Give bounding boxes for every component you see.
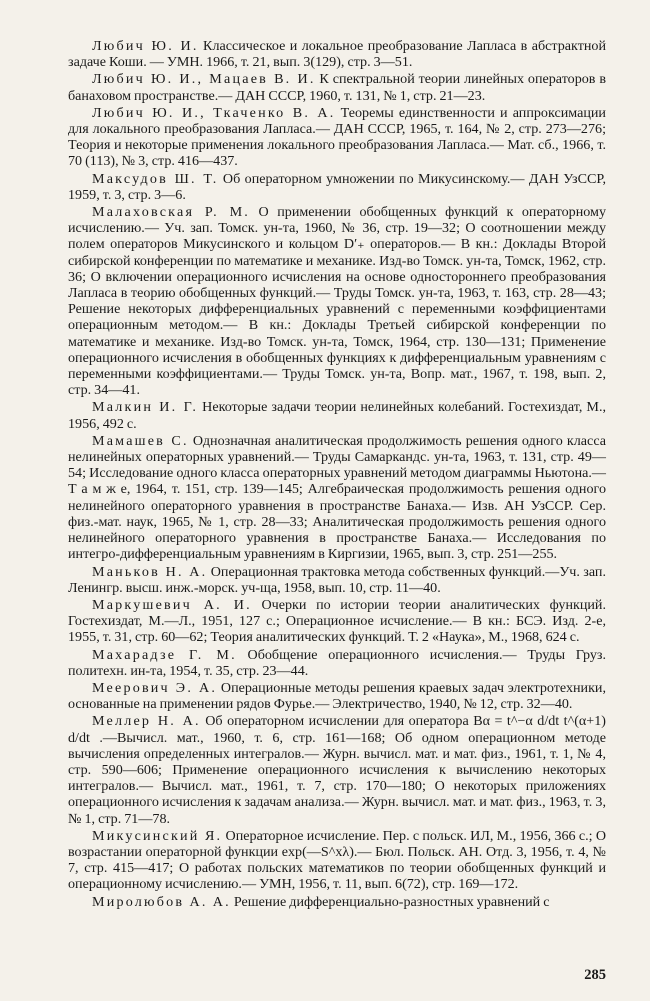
entry-text: Об операторном умножении по Микусинскому.— ДАН УзССР, 1959, т. 3, стр. 3—6. — [68, 170, 606, 203]
bibliography-entry — [68, 204, 606, 398]
entry-author: Маркушевич А. И. — [92, 596, 252, 613]
entry-author: Любич Ю. И., Ткаченко В. А. — [92, 104, 336, 121]
entry-author: Меллер Н. А. — [92, 713, 201, 730]
entry-author: Максудов Ш. Т. — [92, 170, 219, 187]
entry-author: Мамашев С. — [92, 432, 189, 449]
bibliography-list — [68, 38, 606, 910]
entry-author: Любич Ю. И. — [92, 38, 199, 54]
bibliography-entry — [68, 564, 606, 596]
entry-author: Малаховская Р. М. — [92, 204, 251, 221]
bibliography-entry — [68, 713, 606, 826]
entry-text: Об операторном исчислении для оператора Bα = t^−α d/dt t^(α+1) d/dt .—Вычисл. мат., 1960, т. 6, стр. 161—168; Об одном операционном методе вычисления определенных интегралов.— Журн. вычисл. мат. и мат. физ., 1961, т. 1, № 4, стр. 590—606; Применение операционного исчисления к вычислению некоторых интегралов.— Вычисл. мат., 1961, т. 7, стр. 170—180; О некоторых приложениях операционного исчисления к задачам анализа.— Журн. вычисл. мат. и мат. физ., 1963, т. 3, № 1, стр. 71—78. — [68, 713, 606, 827]
entry-author: Меерович Э. А. — [92, 679, 218, 696]
entry-author: Малкин И. Г. — [92, 399, 199, 416]
bibliography-entry — [68, 399, 606, 431]
entry-text: Некоторые задачи теории нелинейных колебаний. Гостехиздат, М., 1956, 492 с. — [68, 399, 606, 432]
bibliography-entry — [68, 105, 606, 170]
entry-text: Операционные методы решения краевых задач электротехники, основанные на применении рядов Фурье.— Электричество, 1940, № 12, стр. 32—40. — [68, 679, 606, 713]
bibliography-entry — [68, 38, 606, 70]
entry-text: Классическое и локальное преобразование Лапласа в абстрактной задаче Коши. — УМН. 1966, т. 21, вып. 3(129), стр. 3—51. — [68, 38, 606, 71]
entry-text: Обобщение операционного исчисления.— Труды Груз. политехн. ин-та, 1954, т. 35, стр. 23—44. — [68, 646, 606, 679]
entry-text: Операторное исчисление. Пер. с польск. ИЛ, М., 1956, 366 с.; О возрастании операторной функции exp(—S^xλ).— Бюл. Польск. АН. Отд. 3, 1956, т. 4, № 7, стр. 415—417; О работах польских математиков по теории обобщенных функций и операционному исчислению.— УМН, 1956, т. 11, вып. 6(72), стр. 169—172. — [68, 827, 606, 893]
page-number: 285 — [584, 967, 606, 983]
bibliography-entry — [68, 647, 606, 679]
entry-text: Однозначная аналитическая продолжимость решения одного класса нелинейных операторных уравнений.— Труды Самаркандс. ун-та, 1963, т. 131, стр. 49—54; Исследование одного класса операторных уравнений методом диаграммы Ньютона.— Т а м ж е, 1964, т. 151, стр. 139—145; Алгебраическая продолжимость решения одного нелинейного операторного уравнения в пространстве Банаха.— Изв. АН УзССР. Сер. физ.-мат. наук, 1965, № 1, стр. 28—33; Аналитическая продолжимость решения одного нелинейного операторного уравнения в пространстве Банаха.— Исследования по интегро-дифференциальным уравнениям в Киргизии, 1965, вып. 3, стр. 251—255. — [68, 432, 606, 563]
entry-text: Операционная трактовка метода собственных функций.—Уч. зап. Ленингр. высш. инж.-морск. уч-ща, 1958, вып. 10, стр. 11—40. — [68, 563, 606, 596]
bibliography-entry — [68, 597, 606, 646]
entry-author: Любич Ю. И., Мацаев В. И. — [92, 71, 316, 88]
bibliography-entry — [68, 171, 606, 203]
entry-author: Миролюбов А. А. — [92, 893, 231, 910]
entry-author: Махарадзе Г. М. — [92, 646, 237, 663]
bibliography-entry — [68, 680, 606, 712]
entry-text: О применении обобщенных функций к операторному исчислению.— Уч. зап. Томск. ун-та, 1960, № 36, стр. 19—32; О соотношении между полем операторов Микусинского и кольцом D′₊ операторов.— В кн.: Доклады Второй сибирской конференции по математике и механике. Изд-во Томск. ун-та, Томск, 1962, стр. 36; О включении операционного исчисления на основе одностороннего преобразования Лапласа в теорию обобщенных функций.— Труды Томск. ун-та, 1963, т. 163, стр. 28—43; Решение некоторых дифференциальных уравнений с переменными коэффициентами операционным методом.— В кн.: Доклады Третьей сибирской конференции по математике и механике. Изд-во Томск. ун-та, Томск, 1964, стр. 130—131; Применение операционного исчисления в обобщенных функциях к дифференциальным уравнениям с переменными коэффициентами.— Труды Томск. ун-та, Вопр. мат., 1967, т. 198, вып. 2, стр. 34—41. — [68, 204, 606, 399]
entry-text: Теоремы единственности и аппроксимации для локального преобразования Лапласа.— ДАН СССР, 1965, т. 164, № 2, стр. 273—276; Теория и некоторые применения локального преобразования Лапласа.— Мат. сб., 1966, т. 70 (113), № 3, стр. 416—437. — [68, 104, 606, 170]
bibliography-entry — [68, 894, 606, 910]
entry-author: Маньков Н. А. — [92, 563, 208, 580]
entry-author: Микусинский Я. — [92, 827, 223, 844]
bibliography-entry — [68, 828, 606, 893]
bibliography-entry — [68, 433, 606, 563]
bibliography-entry — [68, 71, 606, 103]
entry-text: К спектральной теории линейных операторов в банаховом пространстве.— ДАН СССР, 1960, т. 131, № 1, стр. 21—23. — [68, 71, 606, 104]
entry-text: Очерки по истории теории аналитических функций. Гостехиздат, М.—Л., 1951, 127 с.; Операционное исчисление.— В кн.: БСЭ. Изд. 2-е, 1955, т. 31, стр. 60—62; Теория аналитических функций. Т. 2 «Наука», М., 1968, 624 с. — [68, 596, 606, 646]
entry-text: Решение дифференциально-разностных уравнений с — [230, 893, 550, 910]
